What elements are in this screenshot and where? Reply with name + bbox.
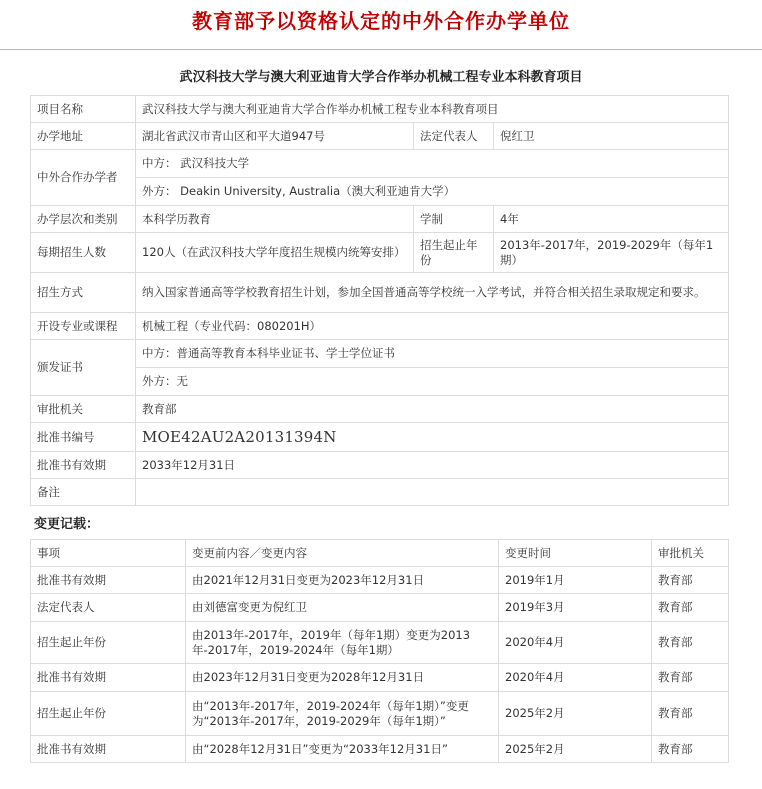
value-certificate-cn: 中方：普通高等教育本科毕业证书、学士学位证书	[136, 340, 729, 368]
cell-item: 批准书有效期	[31, 664, 186, 692]
table-row	[31, 594, 729, 622]
label-duration: 学制	[414, 206, 494, 233]
row-partners-cn	[31, 150, 729, 178]
table-row	[31, 736, 729, 763]
header-time: 变更时间	[499, 540, 652, 567]
row-remarks	[31, 479, 729, 506]
table-row	[31, 692, 729, 736]
value-level: 本科学历教育	[136, 206, 414, 233]
table-row	[31, 567, 729, 594]
cell-time: 2019年1月	[499, 567, 652, 594]
value-project-name: 武汉科技大学与澳大利亚迪肯大学合作举办机械工程专业本科教育项目	[136, 96, 729, 123]
value-admission: 纳入国家普通高等学校教育招生计划，参加全国普通高等学校统一入学考试，并符合相关招生录取规定和要求。	[136, 273, 729, 313]
header-authority: 审批机关	[652, 540, 729, 567]
cell-time: 2020年4月	[499, 664, 652, 692]
label-remarks: 备注	[31, 479, 136, 506]
value-validity: 2033年12月31日	[136, 452, 729, 479]
table-row	[31, 664, 729, 692]
page-title: 教育部予以资格认定的中外合作办学单位	[192, 9, 570, 33]
label-programs: 开设专业或课程	[31, 313, 136, 340]
label-validity: 批准书有效期	[31, 452, 136, 479]
cell-item: 招生起止年份	[31, 622, 186, 664]
row-certificates-foreign	[31, 368, 729, 396]
row-certificates-cn	[31, 340, 729, 368]
label-admission: 招生方式	[31, 273, 136, 313]
change-table	[30, 539, 729, 763]
value-programs: 机械工程（专业代码：080201H）	[136, 313, 729, 340]
label-enroll-years: 招生起止年份	[414, 233, 494, 273]
value-partner-foreign: 外方： Deakin University, Australia（澳大利亚迪肯大学）	[136, 178, 729, 206]
header-content: 变更前内容／变更内容	[186, 540, 499, 567]
row-enrollment	[31, 233, 729, 273]
label-approval-no: 批准书编号	[31, 423, 136, 452]
cell-authority: 教育部	[652, 664, 729, 692]
value-enrollment: 120人（在武汉科技大学年度招生规模内统筹安排）	[136, 233, 414, 273]
label-enrollment: 每期招生人数	[31, 233, 136, 273]
cell-authority: 教育部	[652, 692, 729, 736]
cell-content: 由2013年-2017年，2019年（每年1期）变更为2013年-2017年，2019-2024年（每年1期）	[186, 622, 499, 664]
cell-content: 由2021年12月31日变更为2023年12月31日	[186, 567, 499, 594]
project-title: 武汉科技大学与澳大利亚迪肯大学合作举办机械工程专业本科教育项目	[179, 70, 583, 85]
label-project-name: 项目名称	[31, 96, 136, 123]
change-header-row	[31, 540, 729, 567]
cell-time: 2020年4月	[499, 622, 652, 664]
row-authority	[31, 396, 729, 423]
value-authority: 教育部	[136, 396, 729, 423]
value-legal-rep: 倪红卫	[494, 123, 729, 150]
value-duration: 4年	[494, 206, 729, 233]
info-table	[30, 95, 729, 506]
cell-item: 法定代表人	[31, 594, 186, 622]
row-programs	[31, 313, 729, 340]
row-level	[31, 206, 729, 233]
cell-item: 批准书有效期	[31, 567, 186, 594]
value-enroll-years: 2013年-2017年，2019-2029年（每年1期）	[494, 233, 729, 273]
cell-time: 2025年2月	[499, 692, 652, 736]
cell-time: 2025年2月	[499, 736, 652, 763]
cell-item: 批准书有效期	[31, 736, 186, 763]
cell-authority: 教育部	[652, 736, 729, 763]
label-address: 办学地址	[31, 123, 136, 150]
label-level: 办学层次和类别	[31, 206, 136, 233]
cell-content: 由“2028年12月31日”变更为“2033年12月31日”	[186, 736, 499, 763]
row-admission	[31, 273, 729, 313]
value-address: 湖北省武汉市青山区和平大道947号	[136, 123, 414, 150]
table-row	[31, 622, 729, 664]
cell-content: 由“2013年-2017年，2019-2024年（每年1期）”变更为“2013年-2017年，2019-2029年（每年1期）”	[186, 692, 499, 736]
cell-item: 招生起止年份	[31, 692, 186, 736]
value-remarks	[136, 479, 729, 506]
row-project-name	[31, 96, 729, 123]
label-certificates: 颁发证书	[31, 340, 136, 396]
row-partners-foreign	[31, 178, 729, 206]
cell-authority: 教育部	[652, 594, 729, 622]
row-validity	[31, 452, 729, 479]
value-certificate-foreign: 外方：无	[136, 368, 729, 396]
title-divider	[0, 49, 762, 50]
row-address	[31, 123, 729, 150]
label-authority: 审批机关	[31, 396, 136, 423]
change-heading: 变更记载：	[34, 517, 100, 532]
label-partners: 中外合作办学者	[31, 150, 136, 206]
value-approval-no: MOE42AU2A20131394N	[136, 423, 729, 452]
cell-content: 由刘德富变更为倪红卫	[186, 594, 499, 622]
cell-time: 2019年3月	[499, 594, 652, 622]
value-partner-cn: 中方： 武汉科技大学	[136, 150, 729, 178]
label-legal-rep: 法定代表人	[414, 123, 494, 150]
row-approval-no	[31, 423, 729, 452]
header-item: 事项	[31, 540, 186, 567]
cell-content: 由2023年12月31日变更为2028年12月31日	[186, 664, 499, 692]
cell-authority: 教育部	[652, 567, 729, 594]
cell-authority: 教育部	[652, 622, 729, 664]
